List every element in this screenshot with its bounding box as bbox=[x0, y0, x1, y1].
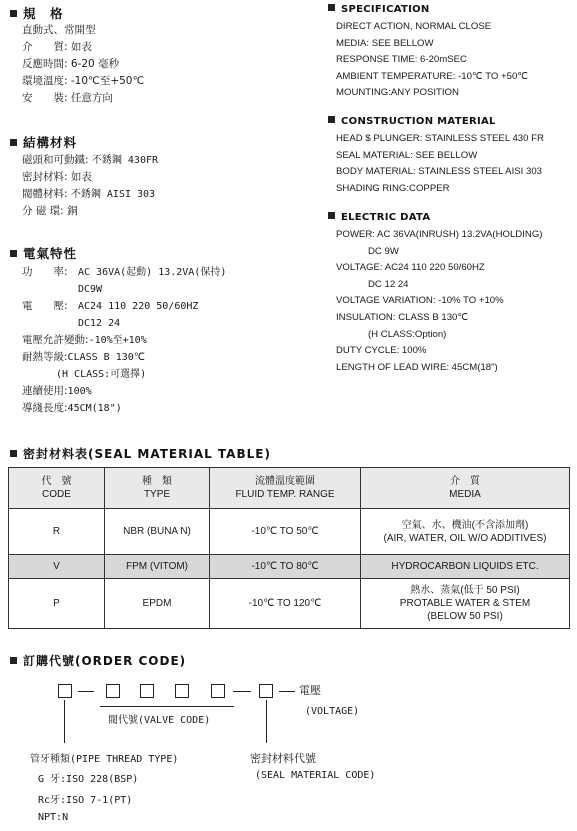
code-box-valve-4 bbox=[211, 684, 225, 698]
table-row bbox=[9, 555, 570, 579]
electric-en-line: LENGTH OF LEAD WIRE: 45CM(18") bbox=[336, 361, 498, 373]
electric-zh-row: DC12 24 bbox=[78, 318, 121, 329]
spec-zh-heading: 規 格 bbox=[10, 4, 64, 22]
bullet-square-icon bbox=[10, 657, 17, 664]
pointer-line-thread bbox=[64, 700, 65, 743]
code-box-valve-2 bbox=[140, 684, 154, 698]
cell-type: EPDM bbox=[105, 579, 210, 629]
electric-en-line: DC 12 24 bbox=[336, 278, 409, 290]
pipe-thread-label: 管牙種類(PIPE THREAD TYPE) bbox=[30, 754, 179, 765]
spec-en-line: AMBIENT TEMPERATURE: -10℃ TO +50℃ bbox=[336, 70, 529, 82]
spec-en-heading: SPECIFICATION bbox=[328, 4, 430, 15]
voltage-label-zh: 電壓 bbox=[299, 684, 321, 697]
material-zh-row: 磁頭和可動鐵: 不銹鋼 430FR bbox=[22, 154, 159, 166]
cell-range: -10℃ TO 80℃ bbox=[210, 555, 361, 579]
cell-media: 空氣、水、機油(不含添加劑) (AIR, WATER, OIL W/O ADDITIVES) bbox=[361, 509, 570, 555]
spec-zh-row: 安 裝: 任意方向 bbox=[22, 92, 113, 104]
electric-zh-row: 連續使用:100% bbox=[22, 385, 92, 397]
material-zh-heading: 結構材料 bbox=[10, 133, 77, 151]
construction-en-list bbox=[336, 131, 544, 197]
electric-zh-row: (H CLASS:可選擇) bbox=[56, 369, 147, 380]
seal-table-heading: 密封材料表(SEAL MATERIAL TABLE) bbox=[10, 445, 271, 462]
thread-option: NPT:N bbox=[38, 812, 69, 823]
code-box-valve-1 bbox=[106, 684, 120, 698]
electric-en-line: DUTY CYCLE: 100% bbox=[336, 345, 427, 357]
spec-en-line: RESPONSE TIME: 6-20mSEC bbox=[336, 54, 467, 66]
dash-line bbox=[279, 691, 295, 692]
electric-en-line: INSULATION: CLASS B 130℃ bbox=[336, 311, 469, 323]
cell-range: -10℃ TO 120℃ bbox=[210, 579, 361, 629]
material-zh-list bbox=[22, 152, 158, 220]
spec-zh-list bbox=[22, 22, 144, 107]
electric-en-line: POWER: AC 36VA(INRUSH) 13.2VA(HOLDING) bbox=[336, 229, 543, 240]
electric-en-line: DC 9W bbox=[336, 245, 399, 257]
electric-en-list bbox=[336, 227, 543, 376]
material-zh-row: 分 磁 環: 銅 bbox=[22, 205, 78, 217]
electric-zh-row: 電 壓: AC24 110 220 50/60HZ bbox=[22, 300, 199, 312]
column-header-code: 代 號 CODE bbox=[9, 468, 105, 509]
valve-code-label: 閥代號(VALVE CODE) bbox=[108, 715, 211, 726]
spec-zh-row: 直動式、常開型 bbox=[22, 24, 96, 36]
code-box-valve-3 bbox=[175, 684, 189, 698]
material-zh-row: 閥體材料: 不銹鋼 AISI 303 bbox=[22, 188, 156, 200]
spec-en-line: DIRECT ACTION, NORMAL CLOSE bbox=[336, 21, 492, 32]
bullet-square-icon bbox=[10, 10, 17, 17]
dash-line bbox=[78, 691, 94, 692]
bullet-square-icon bbox=[328, 116, 335, 123]
construction-en-heading: CONSTRUCTION MATERIAL bbox=[328, 116, 496, 127]
cell-range: -10℃ TO 50℃ bbox=[210, 509, 361, 555]
electric-en-line: VOLTAGE VARIATION: -10% TO +10% bbox=[336, 295, 504, 307]
bullet-square-icon bbox=[328, 4, 335, 11]
column-header-type: 種 類 TYPE bbox=[105, 468, 210, 509]
order-code-heading: 訂購代號(ORDER CODE) bbox=[10, 652, 186, 669]
construction-en-line: SEAL MATERIAL: SEE BELLOW bbox=[336, 149, 478, 161]
electric-zh-row: DC9W bbox=[78, 284, 103, 295]
bullet-square-icon bbox=[328, 212, 335, 219]
construction-en-line: HEAD $ PLUNGER: STAINLESS STEEL 430 FR bbox=[336, 133, 544, 144]
column-header-media: 介 質 MEDIA bbox=[361, 468, 570, 509]
cell-type: FPM (VITOM) bbox=[105, 555, 210, 579]
electric-zh-row: 電壓允許變動:-10%至+10% bbox=[22, 334, 147, 346]
spec-zh-row: 介 質: 如表 bbox=[22, 41, 92, 53]
dash-line bbox=[233, 691, 251, 692]
thread-option: G 牙:ISO 228(BSP) bbox=[38, 774, 139, 785]
electric-en-line: (H CLASS:Option) bbox=[336, 328, 447, 340]
voltage-label-en: (VOLTAGE) bbox=[305, 706, 360, 717]
spec-zh-row: 反應時間: 6-20 毫秒 bbox=[22, 58, 120, 70]
cell-code: V bbox=[9, 555, 105, 579]
spec-en-list bbox=[336, 19, 528, 102]
construction-en-line: SHADING RING:COPPER bbox=[336, 182, 450, 194]
electric-zh-row: 導綫長度:45CM(18") bbox=[22, 402, 122, 414]
code-box-seal bbox=[259, 684, 273, 698]
cell-code: R bbox=[9, 509, 105, 555]
pointer-line-seal bbox=[266, 700, 267, 743]
electric-zh-row: 耐熱等級:CLASS B 130℃ bbox=[22, 351, 146, 363]
bullet-square-icon bbox=[10, 450, 17, 457]
construction-en-line: BODY MATERIAL: STAINLESS STEEL AISI 303 bbox=[336, 166, 542, 178]
electric-zh-list bbox=[22, 264, 226, 417]
seal-material-table bbox=[8, 467, 570, 629]
cell-media: 熱水、蒸氣(低于 50 PSI) PROTABLE WATER & STEM (BELOW 50 PSI) bbox=[361, 579, 570, 629]
column-header-range: 流體溫度範圍 FLUID TEMP. RANGE bbox=[210, 468, 361, 509]
cell-media: HYDROCARBON LIQUIDS ETC. bbox=[361, 555, 570, 579]
table-row bbox=[9, 509, 570, 555]
bracket-line-valve bbox=[100, 706, 234, 707]
spec-en-line: MEDIA: SEE BELLOW bbox=[336, 37, 434, 49]
cell-code: P bbox=[9, 579, 105, 629]
bullet-square-icon bbox=[10, 250, 17, 257]
thread-option: Rc牙:ISO 7-1(PT) bbox=[38, 795, 133, 806]
bullet-square-icon bbox=[10, 139, 17, 146]
table-header-row bbox=[9, 468, 570, 509]
seal-code-label-en: (SEAL MATERIAL CODE) bbox=[255, 770, 376, 781]
code-box-thread bbox=[58, 684, 72, 698]
electric-en-heading: ELECTRIC DATA bbox=[328, 212, 430, 223]
spec-zh-row: 環境溫度: -10℃至+50℃ bbox=[22, 75, 145, 87]
electric-en-line: VOLTAGE: AC24 110 220 50/60HZ bbox=[336, 262, 485, 274]
electric-zh-row: 功 率: AC 36VA(起動) 13.2VA(保持) bbox=[22, 266, 227, 278]
cell-type: NBR (BUNA N) bbox=[105, 509, 210, 555]
spec-en-line: MOUNTING:ANY POSITION bbox=[336, 87, 459, 99]
material-zh-row: 密封材料: 如表 bbox=[22, 171, 92, 183]
electric-zh-heading: 電氣特性 bbox=[10, 244, 77, 262]
table-row bbox=[9, 579, 570, 629]
seal-code-label-zh: 密封材料代號 bbox=[250, 752, 316, 765]
